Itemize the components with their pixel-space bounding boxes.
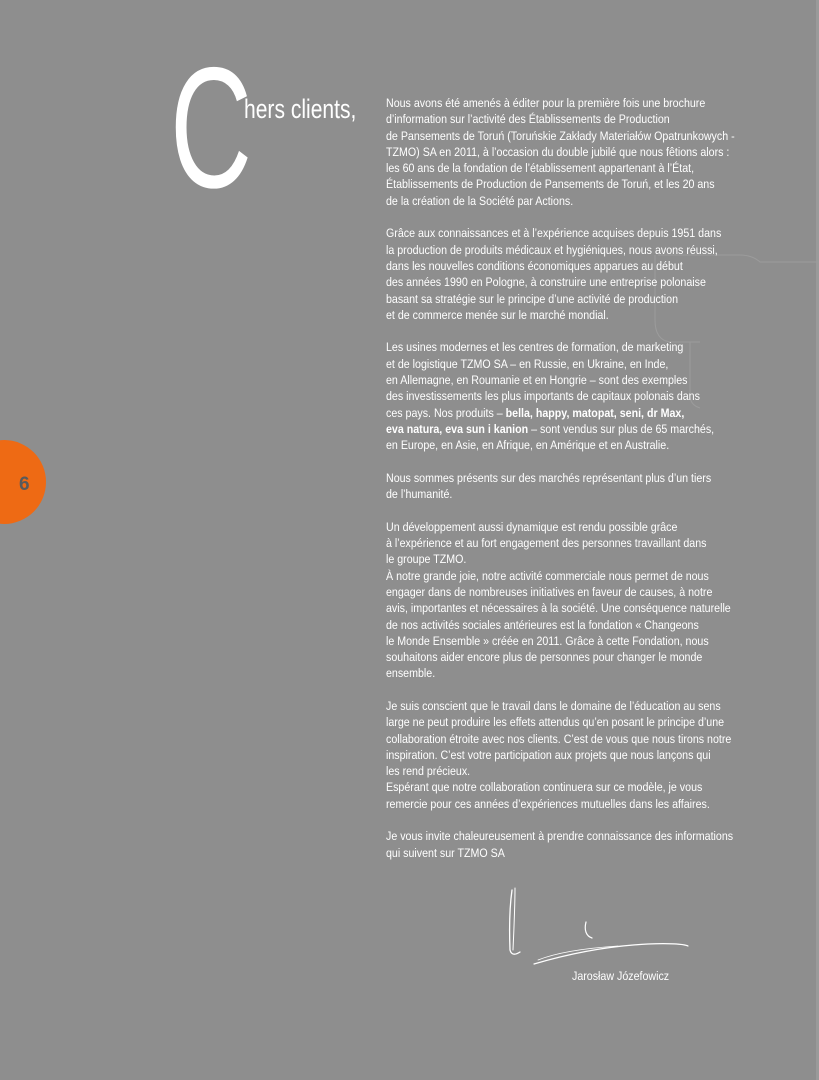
letter-paragraphs-top (386, 95, 756, 405)
page-number: 6 (19, 474, 30, 495)
paragraph-gap (386, 682, 756, 698)
products-line-2 (386, 421, 715, 437)
letter-line: TZMO) SA en 2011, à l’occasion du double jubilé que nous fêtions alors : (386, 144, 730, 159)
letter-line: Nous sommes présents sur des marchés représentant plus d’un tiers (386, 470, 712, 485)
product-brands-2: eva natura, eva sun i kanion (386, 421, 529, 436)
products-line-suffix: – sont vendus sur plus de 65 marchés, (528, 421, 715, 436)
letter-line: le groupe TZMO. (386, 552, 467, 567)
product-brands-1: bella, happy, matopat, seni, dr Max, (505, 405, 685, 420)
paragraph-gap (386, 209, 756, 225)
letter-line: qui suivent sur TZMO SA (386, 845, 505, 860)
letter-line: souhaitons aider encore plus de personnes pour changer le monde (386, 650, 703, 665)
letter-line: Un développement aussi dynamique est rendu possible grâce (386, 519, 678, 534)
products-line-prefix: ces pays. Nos produits – (386, 405, 506, 420)
letter-paragraphs-bottom (386, 437, 756, 861)
letter-line: Grâce aux connaissances et à l’expérience acquises depuis 1951 dans (386, 226, 722, 241)
letter-line: inspiration. C’est votre participation aux projets que nous lançons qui (386, 747, 711, 762)
letter-line: et de logistique TZMO SA – en Russie, en Ukraine, en Inde, (386, 356, 669, 371)
paragraph-gap (386, 454, 756, 470)
letter-line: en Europe, en Asie, en Afrique, en Amérique et en Australie. (386, 438, 670, 453)
letter-line: Je vous invite chaleureusement à prendre connaissance des informations (386, 829, 734, 844)
letter-line: de la création de la Société par Actions. (386, 193, 574, 208)
letter-line: de l’humanité. (386, 487, 453, 502)
handwritten-signature (498, 884, 698, 974)
letter-line: collaboration étroite avec nos clients. C’est de vous que nous tirons notre (386, 731, 732, 746)
paragraph-gap (386, 812, 756, 828)
letter-line: Établissements de Production de Pansements de Toruń, et les 20 ans (386, 177, 715, 192)
letter-line: d’information sur l’activité des Établissements de Production (386, 112, 670, 127)
letter-line: des années 1990 en Pologne, à construire une entreprise polonaise (386, 275, 706, 290)
letter-line: des investissements les plus importants de capitaux polonais dans (386, 389, 700, 404)
letter-line: avis, importantes et nécessaires à la société. Une conséquence naturelle (386, 601, 731, 616)
letter-line: large ne peut produire les effets attendus qu’en posant le principe d’une (386, 715, 725, 730)
letter-line: Nous avons été amenés à éditer pour la première fois une brochure (386, 96, 706, 110)
letter-line: Je suis conscient que le travail dans le domaine de l’éducation au sens (386, 698, 721, 713)
letter-body (386, 95, 756, 861)
letter-line: basant sa stratégie sur le principe d’une activité de production (386, 291, 679, 306)
letter-line: à l’expérience et au fort engagement des personnes travaillant dans (386, 536, 707, 551)
letter-line: la production de produits médicaux et hygiéniques, nous avons réussi, (386, 242, 718, 257)
letter-line: À notre grande joie, notre activité commerciale nous permet de nous (386, 568, 709, 583)
letter-line: Espérant que notre collaboration continuera sur ce modèle, je vous (386, 780, 703, 795)
letter-line: remercie pour ces années d’expériences mutuelles dans les affaires. (386, 796, 710, 811)
letter-line: de nos activités sociales antérieures est la fondation « Changeons (386, 617, 699, 632)
salutation-heading: hers clients, (244, 94, 357, 124)
letter-line: Les usines modernes et les centres de formation, de marketing (386, 340, 684, 355)
products-line (386, 405, 704, 421)
letter-line: les 60 ans de la fondation de l’établissement appartenant à l’État, (386, 161, 695, 176)
signature-name: Jarosław Józefowicz (572, 969, 670, 983)
paragraph-gap (386, 502, 756, 518)
letter-line: les rend précieux. (386, 764, 471, 779)
letter-line: dans les nouvelles conditions économiques apparues au début (386, 258, 683, 273)
letter-line: de Pansements de Toruń (Toruńskie Zakłady Materiałów Opatrunkowych - (386, 128, 735, 143)
letter-line: le Monde Ensemble » créée en 2011. Grâce à cette Fondation, nous (386, 633, 709, 648)
letter-line: et de commerce menée sur le marché mondial. (386, 307, 609, 322)
letter-line: en Allemagne, en Roumanie et en Hongrie – sont des exemples (386, 373, 688, 388)
paragraph-gap (386, 323, 756, 339)
letter-line: engager dans de nombreuses initiatives en faveur de causes, à notre (386, 584, 713, 599)
letter-line: ensemble. (386, 666, 436, 681)
drop-cap-initial: C (170, 32, 252, 224)
